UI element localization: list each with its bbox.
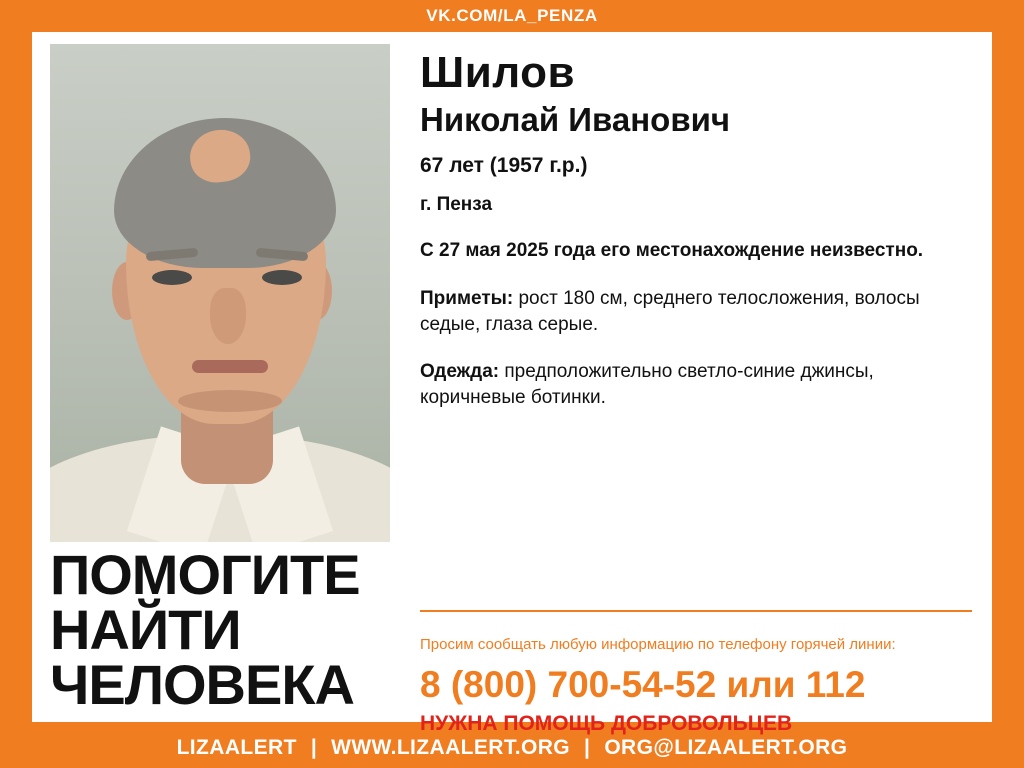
help-headline-line-1: ПОМОГИТЕ [50, 543, 360, 606]
person-city: г. Пенза [420, 194, 493, 216]
portrait-photo [50, 44, 390, 542]
top-banner [0, 0, 1024, 32]
help-headline [50, 543, 402, 716]
footer [0, 728, 1024, 768]
footer-separator-2: | [584, 736, 591, 759]
eye-right-shape [262, 270, 302, 285]
hotline-note: Просим сообщать любую информацию по телефону горячей линии: [420, 636, 896, 653]
nose-shape [210, 288, 246, 344]
hotline-phone-number[interactable]: 8 (800) 700-54-52 или 112 [420, 664, 866, 705]
person-clothing-text: предположительно светло-синие джинсы, коричневые ботинки. [420, 361, 874, 409]
person-appearance [420, 286, 950, 337]
person-missing-since: С 27 мая 2025 года его местонахождение неизвестно. [420, 240, 924, 262]
volunteers-needed-label: НУЖНА ПОМОЩЬ ДОБРОВОЛЬЦЕВ [420, 712, 793, 735]
person-first-patronymic: Николай Иванович [420, 101, 731, 139]
section-divider [420, 610, 972, 612]
footer-email-link[interactable]: ORG@LIZAALERT.ORG [604, 736, 848, 759]
person-last-name: Шилов [420, 48, 576, 97]
footer-website-link[interactable]: WWW.LIZAALERT.ORG [331, 736, 571, 759]
help-headline-line-2: НАЙТИ [50, 597, 241, 661]
footer-org-name: LIZAALERT [176, 736, 297, 759]
person-info [420, 50, 972, 411]
footer-separator-1: | [310, 736, 318, 759]
person-appearance-label: Приметы: [420, 288, 514, 310]
person-age: 67 лет (1957 г.р.) [420, 154, 588, 178]
poster-card [32, 32, 992, 735]
person-clothing [420, 359, 950, 410]
help-headline-line-3: ЧЕЛОВЕКА [50, 652, 354, 716]
portrait-illustration [50, 44, 390, 542]
eye-left-shape [152, 270, 192, 285]
chin-shadow-shape [178, 390, 282, 412]
person-clothing-label: Одежда: [420, 361, 500, 383]
mouth-shape [192, 360, 268, 373]
top-banner-label: VK.COM/LA_PENZA [426, 6, 598, 25]
person-appearance-text: рост 180 см, среднего телосложения, волосы седые, глаза серые. [420, 288, 920, 335]
